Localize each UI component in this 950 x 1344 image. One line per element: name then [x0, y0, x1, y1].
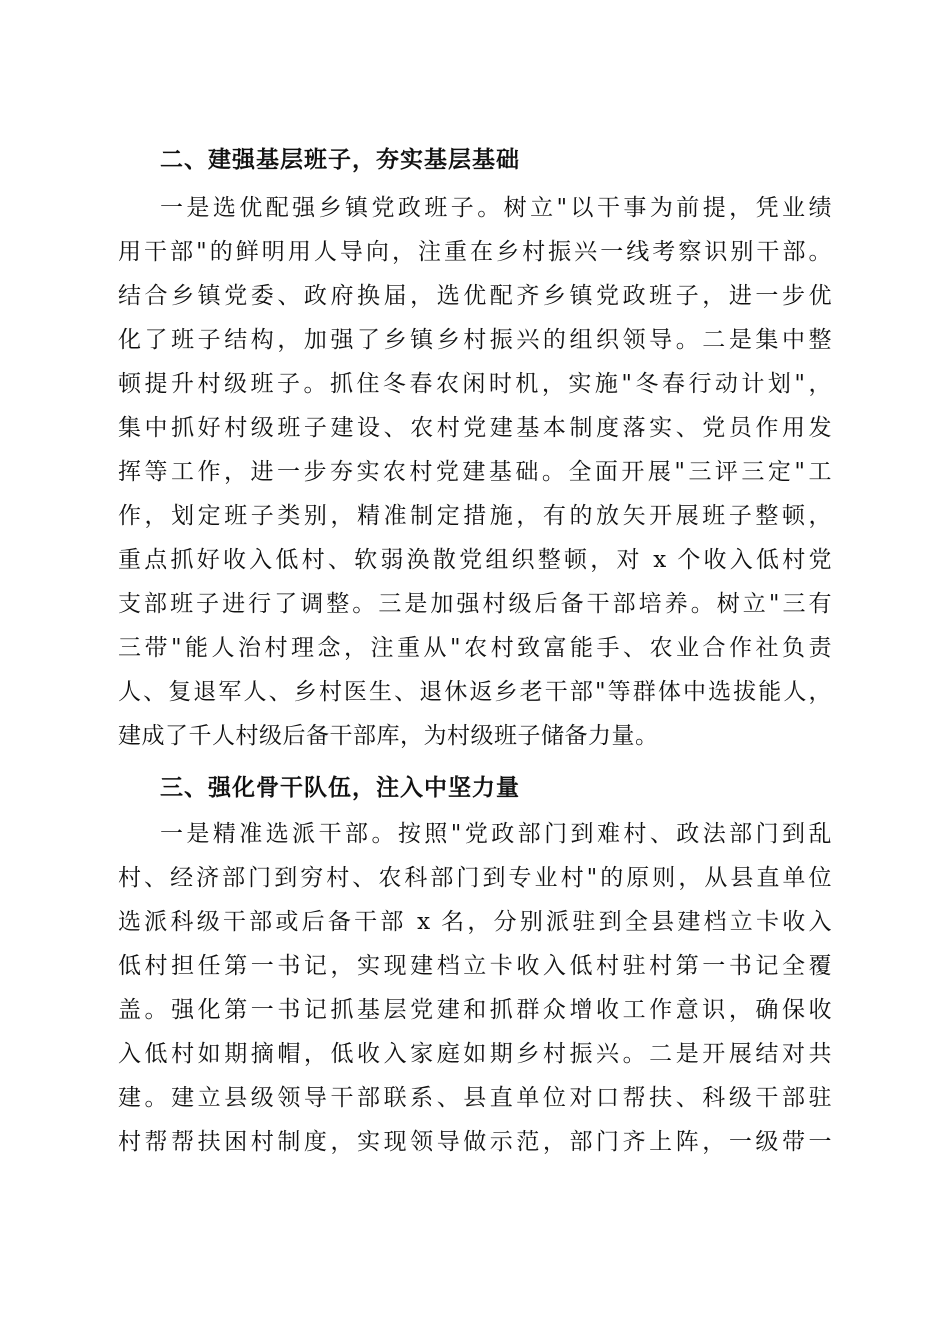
- paragraph-line: 作，划定班子类别，精准制定措施，有的放矢开展班子整顿，: [118, 503, 832, 529]
- paragraph-line: 顿提升村级班子。抓住冬春农闲时机，实施"冬春行动计划"，: [118, 371, 832, 397]
- paragraph-line: 三带"能人治村理念，注重从"农村致富能手、农业合作社负责: [118, 635, 832, 661]
- paragraph-line: 支部班子进行了调整。三是加强村级后备干部培养。树立"三有: [118, 591, 832, 617]
- paragraph-line: 重点抓好收入低村、软弱涣散党组织整顿，对 x 个收入低村党: [118, 547, 832, 573]
- paragraph-line: 建。建立县级领导干部联系、县直单位对口帮扶、科级干部驻: [118, 1085, 832, 1111]
- paragraph-line: 结合乡镇党委、政府换届，选优配齐乡镇党政班子，进一步优: [118, 283, 832, 309]
- paragraph-line: 一是选优配强乡镇党政班子。树立"以干事为前提，凭业绩: [160, 195, 832, 221]
- paragraph-line: 人、复退军人、乡村医生、退休返乡老干部"等群体中选拔能人，: [118, 679, 832, 705]
- paragraph-line: 化了班子结构，加强了乡镇乡村振兴的组织领导。二是集中整: [118, 327, 832, 353]
- paragraph-line: 选派科级干部或后备干部 x 名，分别派驻到全县建档立卡收入: [118, 909, 832, 935]
- paragraph-line: 村帮帮扶困村制度，实现领导做示范，部门齐上阵，一级带一: [118, 1129, 832, 1155]
- paragraph-line: 村、经济部门到穷村、农科部门到专业村"的原则，从县直单位: [118, 865, 832, 891]
- paragraph-line: 入低村如期摘帽，低收入家庭如期乡村振兴。二是开展结对共: [118, 1041, 832, 1067]
- paragraph-line: 建成了千人村级后备干部库，为村级班子储备力量。: [118, 723, 659, 749]
- paragraph-line: 盖。强化第一书记抓基层党建和抓群众增收工作意识，确保收: [118, 997, 832, 1023]
- paragraph-line: 集中抓好村级班子建设、农村党建基本制度落实、党员作用发: [118, 415, 832, 441]
- section-heading-3: 三、强化骨干队伍，注入中坚力量: [160, 775, 520, 801]
- paragraph-line: 用干部"的鲜明用人导向，注重在乡村振兴一线考察识别干部。: [118, 239, 832, 265]
- paragraph-line: 低村担任第一书记，实现建档立卡收入低村驻村第一书记全覆: [118, 953, 832, 979]
- paragraph-line: 一是精准选派干部。按照"党政部门到难村、政法部门到乱: [160, 821, 832, 847]
- section-heading-2: 二、建强基层班子，夯实基层基础: [160, 147, 520, 173]
- paragraph-line: 挥等工作，进一步夯实农村党建基础。全面开展"三评三定"工: [118, 459, 832, 485]
